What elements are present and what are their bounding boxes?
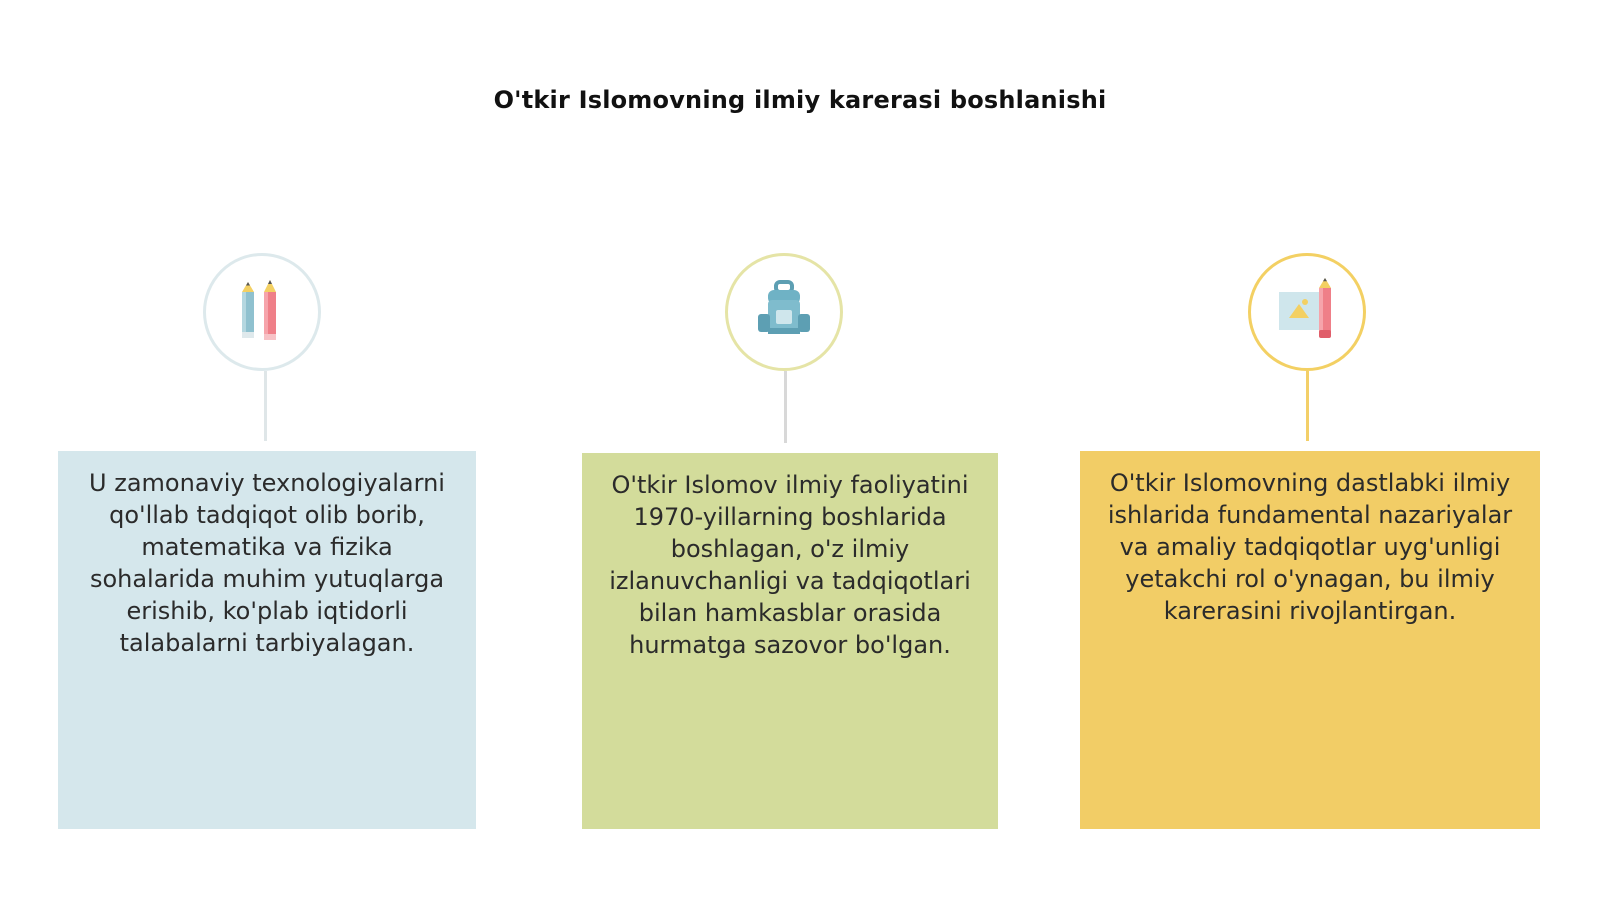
icon-circle-3 [1248,253,1366,371]
card-1-text: U zamonaviy texnologiyalarni qo'llab tadqiqot olib borib, matematika va fizika sohalarida muhim yutuqlarga erishib, ko'plab iqtidorli talabalarni tarbiyalagan. [89,469,445,657]
connector-line-3 [1306,371,1309,441]
card-3 [1080,451,1540,829]
card-1 [58,451,476,829]
connector-line-2 [784,371,787,443]
pencils-icon [234,278,290,346]
backpack-icon [752,278,816,346]
icon-circle-2 [725,253,843,371]
drawing-board-pencil-icon [1275,278,1339,346]
card-2 [582,453,998,829]
card-3-text: O'tkir Islomovning dastlabki ilmiy ishlarida fundamental nazariyalar va amaliy tadqiqotlar uyg'unligi yetakchi rol o'ynagan, bu ilmiy karerasini rivojlantirgan. [1107,469,1513,625]
connector-line-1 [264,371,267,441]
icon-circle-1 [203,253,321,371]
card-2-text: O'tkir Islomov ilmiy faoliyatini 1970-yillarning boshlarida boshlagan, o'z ilmiy izlanuvchanligi va tadqiqotlari bilan hamkasblar orasida hurmatga sazovor bo'lgan. [609,471,971,659]
page-title: O'tkir Islomovning ilmiy karerasi boshlanishi [493,86,1107,114]
